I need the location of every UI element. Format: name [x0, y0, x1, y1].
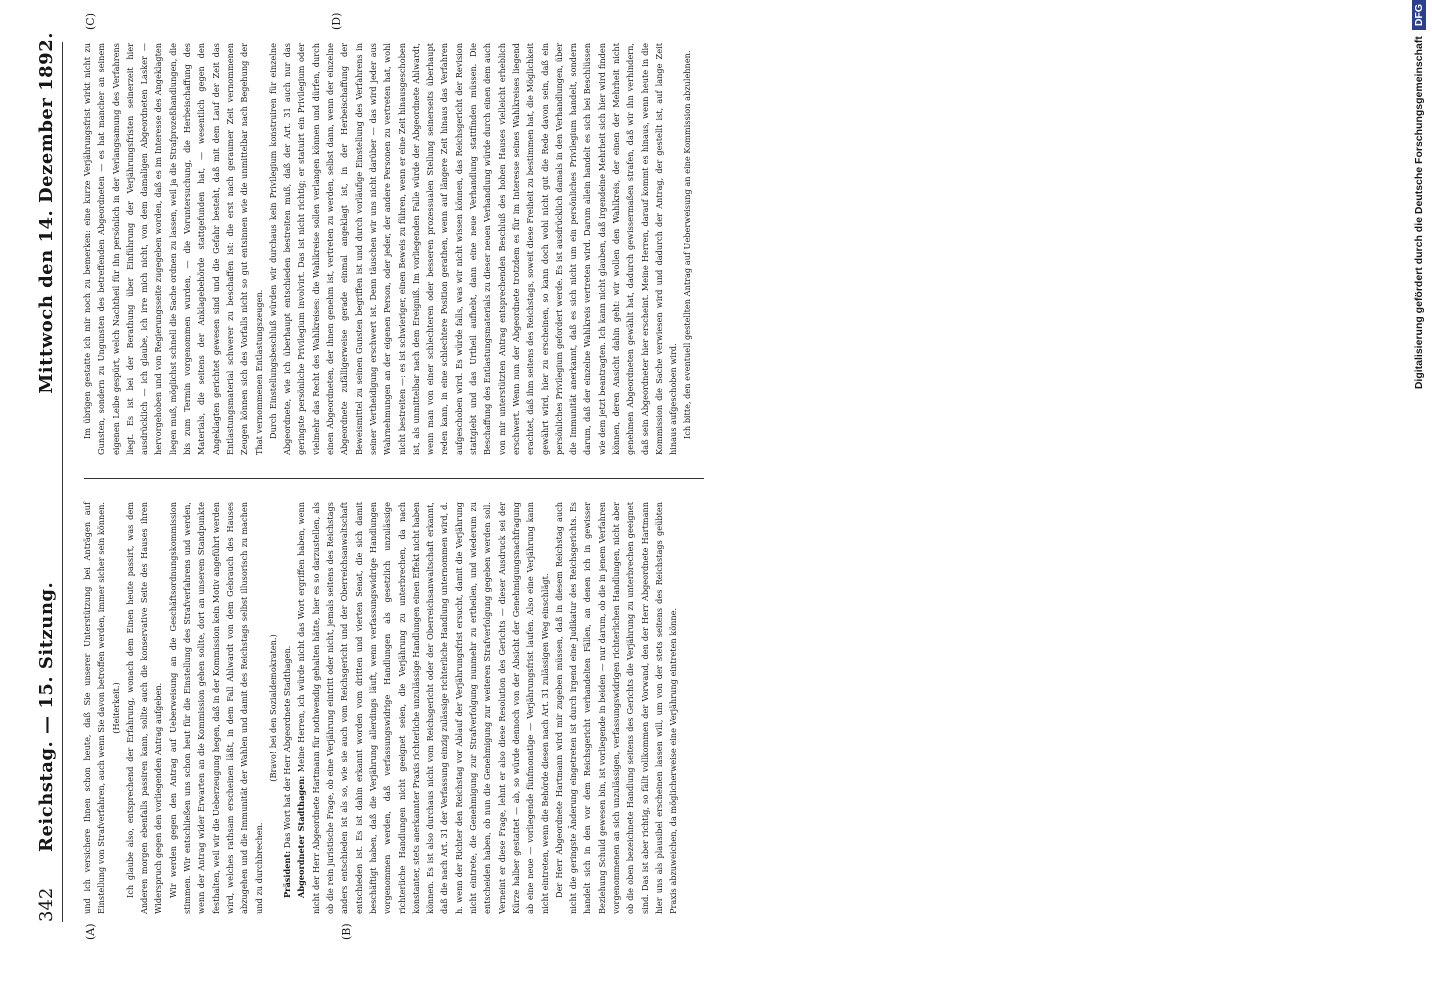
paragraph: Der Herr Abgeordnete Hartmann wird mir zugeben müssen, daß in diesem Reichstag auch nicht die geringste Änderung eingetreten ist durch irgend eine Judikatur des Reichsgerichts. Es handelt sich in den vor dem Reichsgericht verhandelten Fällen, an denen ich in gewisser Beziehung Schuld gewesen bin, ist vorliegende in beiden — nur darum, ob die in jenem Verfahren vorgenommenen an sich unzulässigen, verfassungswidrigen richterlichen Handlungen, nicht aber ob die oben bezeichnete Handlung seitens des Gerichts die Verjährung zu unterbrechen geeignet sind. Das ist aber richtig, so fällt vollkommen der Vorwand, den der Herr Abgeordnete Hartmann hier uns als plausibel erscheinen lassen will, um von der stets seitens des Reichstags geübten Praxis abzuweichen, da möglicherweise eine Verjährung eintreten könne.: [553, 502, 679, 914]
dfg-logo: DFG: [1412, 0, 1426, 30]
speaker-paragraph: [294, 502, 551, 914]
speaker-paragraph: [280, 502, 294, 914]
header-right-title: Mittwoch den 14. Dezember 1892.: [36, 32, 57, 394]
paragraph: und ich versichere Ihnen schon heute, daß Sie unserer Unterstützung bei Anträgen auf Einstellung von Strafverfahren, auch wenn Sie davon betroffen werden, immer sicher sein können.: [82, 502, 107, 914]
margin-marker-b: (B): [340, 923, 353, 940]
paragraph: Wir werden gegen den Antrag auf Ueberweisung an die Geschäftsordnungskommission stimmen. Wir entschließen uns schon heut für die Einstellung des Strafverfahrens und werden, wenn der Antrag wider Erwarten an die Kommission gehen sollte, dort an unserem Standpunkte festhalten, weil wir die Ueberzeugung hegen, daß in der Kommission kein Motiv angeführt werden wird, welches rathsam erscheinen läßt, in dem Fall Ahlwardt von dem Gebrauch des Hauses abzugehen und die Immunität der Wahlen und damit des Reichstags selbst illusorisch zu machen und zu durchbrechen.: [167, 502, 264, 914]
speaker-label: Abgeordneter Stadthagen:: [296, 775, 307, 898]
text-column-left: [80, 502, 680, 914]
speech-text: Meine Herren, ich würde nicht das Wort ergriffen haben, wenn nicht der Herr Abgeordnete Hartmann für nothwendig gehalten hätte, hier es so darzustellen, als ob die rein juristische Frage, ob eine Verjährung eintritt oder nicht, jemals seitens des Reichstags anders entschieden ist als so, wie sie auch vom Reichsgericht und der Oberreichsanwaltschaft entschieden ist. Es ist dahin erkannt worden vom dritten und vierten Senat, die sich damit beschäftigt haben, daß die Verjährung allerdings läuft, wenn verfassungswidrige Handlungen vorgenommen werden, daß verfassungswidrige Handlungen als gesetzlich unzulässige richterliche Handlungen nicht geeignet seien, die Verjährung zu unterbrechen, da nach konstanter, stets anerkannter Praxis richterliche unzulässige Handlungen einen Effekt nicht haben können. Es ist also durchaus nicht vom Reichsgericht oder der Oberreichsanwaltschaft erkannt, daß die nach Art. 31 der Verfassung einzig zulässige richterliche Handlung unternommen wird, d. h. wenn der Richter den Reichstag vor Ablauf der Verjährungsfrist ersucht, damit die Verjährung nicht eintrete, die Genehmigung zur Strafverfolgung nunmehr zu ertheilen, und wiederum zu entscheiden haben, ob nun die Genehmigung zur weiteren Strafverfolgung gegeben werden soll. Verneint er diese Frage, lehnt er also diese Resolution des Gerichts — dieser Ausdruck sei der Kürze halber gestattet — ab, so würde dennoch von der Absicht der Genehmigungsnachfragung ab eine neue — vorliegende fünfmonatige — Verjährungsfrist laufen. Also eine Verjährung kann nicht eintreten, wenn die Behörde diesen nach Art. 31 zulässigen Weg einschlägt.: [296, 502, 550, 914]
speech-text: Das Wort hat der Herr Abgeordnete Stadthagen.: [282, 645, 293, 849]
stage-direction: (Bravo! bei den Sozialdemokraten.): [267, 634, 278, 782]
paragraph: Ich glaube also, entsprechend der Erfahrung, wonach dem Einen heute passirt, was dem Anderen morgen ebenfalls passiren kann, sollte auch die konservative Seite des Hauses ihren Widerspruch gegen den vorliegenden Antrag aufgeben.: [124, 502, 164, 914]
margin-marker-d: (D): [330, 12, 343, 30]
credit-text: Digitalisierung gefördert durch die Deutsche Forschungsgemeinschaft: [1413, 36, 1425, 390]
column-divider: [84, 478, 704, 479]
paragraph: Ich bitte, den eventuell gestellten Antrag auf Ueberweisung an eine Kommission abzulehnen.: [682, 50, 693, 439]
speaker-label: Präsident:: [282, 850, 293, 898]
digitization-credit: [1412, 0, 1426, 1000]
margin-marker-c: (C): [84, 13, 97, 30]
margin-marker-a: (A): [84, 923, 97, 940]
paragraph: Im übrigen gestatte ich mir noch zu bemerken: eine kurze Verjährungsfrist wirkt nicht zu Gunsten, sondern zu Ungunsten des betreffenden Abgeordneten — es hat mancher an seinem eigenen Leibe gespürt, welch Nachtheil für ihn persönlich in der Verlangsamung des Verfahrens liegt. Es ist bei der Berathung über Einführung der Verjährungsfristen seinerzeit hier ausdrücklich — ich glaube, ich irre mich nicht, von dem damaligen Abgeordneten Lasker — hervorgehoben und von Regierungsseite zugegeben worden, daß es im Interesse des Angeklagten liegen muß, möglichst schnell die Sache ordnen zu lassen, weil ja die Strafprozeßhandlungen, die bis zum Termin vorgenommen wurden, — die Voruntersuchung, die Herbeischaffung des Materials, die seitens der Anklagebehörde stattgefunden hat, — wesentlich gegen den Angeklagten gerichtet gewesen sind und die Gefahr besteht, daß mit dem Lauf der Zeit das Entlastungsmaterial schwerer zu beschaffen ist: die erst nach geraumer Zeit vernommenen Zeugen können sich des Vorfalls nicht so gut entsinnen wie die unmittelbar nach Begehung der That vernommenen Entlastungszeugen.: [82, 43, 264, 455]
stage-direction: (Heiterkeit.): [110, 682, 121, 734]
header-rule: [62, 42, 63, 922]
text-column-right: [80, 43, 720, 455]
paragraph: Durch Einstellungsbeschluß würden wir durchaus kein Privilegium konstruiren für einzelne Abgeordnete, wie ich überhaupt entschieden bestreiten muß, daß der Art. 31 auch nur das geringste persönliche Privilegium involvirt. Das ist nicht richtig; er statuirt ein Privilegium oder vielmehr das Recht des Wahlkreises: die Wahlkreise sollen verlangen können und dürfen, durch einen Abgeordneten, der ihnen genehm ist, vertreten zu werden, selbst dann, wenn der einzelne Abgeordnete zufälligerweise gerade einmal angeklagt ist, in der Herbeischaffung der Beweismittel zu seinen Gunsten begriffen ist und durch vorläufige Einstellung des Verfahrens in seiner Vertheidigung erschwert ist. Denn täuschen wir uns nicht darüber — das wird jeder aus Wahrnehmungen an der eigenen Person, oder jeder, der andere Personen zu vertreten hat, wohl nicht bestreiten —: es ist schwieriger, einen Beweis zu führen, wenn er eine Zeit hinausgeschoben ist, als unmittelbar nach dem Ereigniß. Im vorliegenden Falle würde der Abgeordnete Ahlwardt, wenn man von einer schlechteren oder besseren prozessualen Stellung seinerseits überhaupt reden kann, in eine schlechtere Position gerathen, wenn auf längere Zeit hinaus das Verfahren aufgeschoben wird. Es würde falls, was wir nicht wissen können, das Reichsgericht der Revision stattgiebt und das Urtheil aufhebt, dann eine neue Verhandlung stattfinden müssen. Die Beschaffung des Entlastungsmaterials zu dieser neuen Verhandlung würde durch einen dem auch von mir unterstützten Antrag entsprechenden Beschluß des hohen Hauses vielleicht erheblich erschwert. Wenn nun der Abgeordnete trotzdem es für im Interesse seines Wahlkreises liegend erachtet, daß ihm seitens des Reichstags, soweit diese Freiheit zu bestimmen hat, die Möglichkeit gewährt wird, hier zu erscheinen, so kann doch wohl nicht gut die Rede davon sein, daß ein persönliches Privilegium gefordert werde. Es ist ausdrücklich damals in den Verhandlungen, über die Immunität anerkannt, daß es sich nicht um ein persönliches Privilegium handelt, sondern darum, daß der einzelne Wahlkreis vertreten wird. Darum allein handelt es sich bei Beschlüssen wie dem jetzt beantragten. Ich kann nicht glauben, daß irgendeine Mehrheit sich hier wird finden können, deren Ansicht dahin geht: wir wollen den Wahlkreis, der einen der Mehrheit nicht genehmen Abgeordneten gewählt hat, dadurch gewissermaßen strafen, daß wir ihn verhindern, daß sein Abgeordneter hier erscheint. Meine Herren, darauf kommt es hinaus, wenn heute in die Kommission die Sache verwiesen wird und dadurch der Antrag, der gestellt ist, auf lange Zeit hinaus aufgeschoben wird.: [267, 43, 679, 455]
page-number: 342: [36, 887, 57, 922]
header-left-title: Reichstag. — 15. Sitzung.: [36, 581, 57, 852]
